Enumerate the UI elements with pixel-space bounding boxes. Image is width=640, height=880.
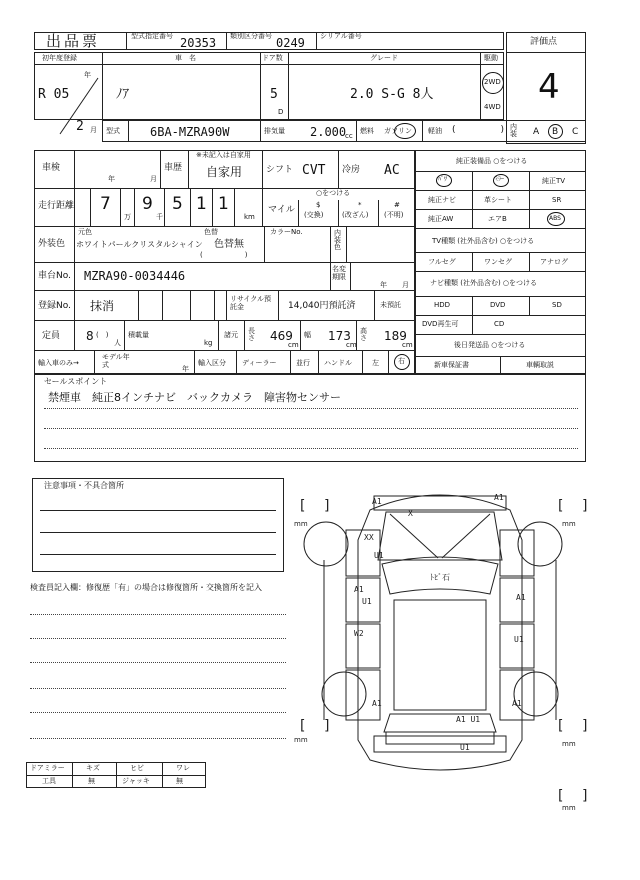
mileage-digit: 1	[196, 194, 207, 214]
left-front-wheel	[304, 522, 348, 566]
shift-value: CVT	[302, 163, 326, 178]
car-damage-diagram	[290, 470, 590, 810]
capacity-value: 8	[86, 329, 94, 343]
car-name: ﾉｱ	[116, 87, 129, 102]
vehicle-row1	[34, 52, 504, 120]
svg-text:[: [	[558, 718, 564, 734]
damage-mark: A1	[354, 585, 364, 594]
damage-mark: U1	[362, 597, 372, 606]
right-rear-door	[500, 624, 534, 668]
registration-value: 抹消	[90, 299, 115, 313]
exterior-color: ホワイトパールクリスタルシャイン	[76, 240, 203, 249]
mileage-digit: 5	[172, 194, 183, 214]
right-front-fender	[500, 530, 534, 576]
damage-mark: A1	[372, 699, 382, 708]
first-registration-month: 2	[76, 119, 84, 134]
model-designation: 20353	[180, 36, 217, 50]
mileage-digit: 7	[100, 194, 111, 214]
hood	[378, 512, 502, 560]
model-code: 6BA-MZRA90W	[150, 125, 230, 139]
svg-text:]: ]	[582, 498, 588, 514]
mm-label: mm	[562, 740, 576, 748]
svg-text:]: ]	[324, 498, 330, 514]
roof	[394, 600, 486, 710]
inspector-note: 検査員記入欄：修復歴「有」の場合は修復箇所・交換箇所を記入	[30, 583, 262, 592]
damage-mark: U1	[514, 635, 524, 644]
recycle-amount: 14,040円預託済	[288, 301, 356, 311]
length-value: 469	[270, 329, 293, 343]
mm-label: mm	[294, 520, 308, 528]
mm-label: mm	[562, 520, 576, 528]
damage-mark: A1	[494, 493, 504, 502]
svg-text:]: ]	[582, 718, 588, 734]
fuel-gasoline: ガソリン	[384, 127, 412, 135]
damage-mark: XX	[364, 533, 374, 542]
damage-mark: ﾄﾋﾞ石	[430, 573, 450, 582]
history-value: 自家用	[206, 165, 243, 179]
equip-power: ﾊﾟﾜ	[438, 176, 448, 183]
displacement: 2.000	[310, 125, 347, 139]
damage-mark: X	[408, 509, 413, 518]
svg-text:]: ]	[582, 788, 588, 804]
page-title: 出品票	[46, 32, 101, 50]
door-count: 5	[270, 87, 278, 102]
damage-mark: A1	[372, 497, 382, 506]
sales-point-text: 禁煙車 純正8インチナビ バックカメラ 障害物センサー	[48, 391, 341, 404]
left-quarter	[346, 670, 380, 720]
svg-text:[: [	[558, 788, 564, 804]
ac-value: AC	[384, 163, 400, 178]
damage-mark: U1	[460, 743, 470, 752]
damage-mark: W2	[354, 629, 364, 638]
left-rear-wheel	[322, 672, 366, 716]
drive-4wd: 4WD	[484, 103, 501, 111]
width-value: 173	[328, 329, 351, 343]
color-change: 色替無	[214, 239, 244, 250]
mm-label: mm	[562, 804, 576, 810]
damage-mark: A1 U1	[456, 715, 481, 724]
equip-mirror: ﾐﾗｰ	[495, 176, 505, 183]
rating-value: 4	[538, 67, 560, 107]
notes-box	[32, 478, 284, 572]
front-bumper	[374, 496, 506, 510]
mileage-digit: 1	[218, 194, 229, 214]
right-rear-wheel	[514, 672, 558, 716]
svg-text:[: [	[300, 498, 306, 514]
svg-text:[: [	[300, 718, 306, 734]
height-value: 189	[384, 329, 407, 343]
first-registration-era: R 05	[38, 87, 70, 102]
mileage-digit: 9	[142, 194, 153, 214]
svg-text:[: [	[558, 498, 564, 514]
registration-slash	[58, 76, 100, 136]
drive-2wd: 2WD	[484, 78, 501, 86]
grade: 2.0 S-G 8人	[350, 87, 434, 102]
damage-mark: A1	[516, 593, 526, 602]
svg-text:]: ]	[324, 718, 330, 734]
category-number: 0249	[276, 36, 305, 50]
chassis-number: MZRA90-0034446	[84, 269, 186, 283]
right-quarter	[500, 670, 534, 720]
right-front-wheel	[518, 522, 562, 566]
mm-label: mm	[294, 736, 308, 744]
car-body-outline	[358, 495, 522, 770]
damage-mark: A1	[512, 699, 522, 708]
damage-mark: U1	[374, 551, 384, 560]
